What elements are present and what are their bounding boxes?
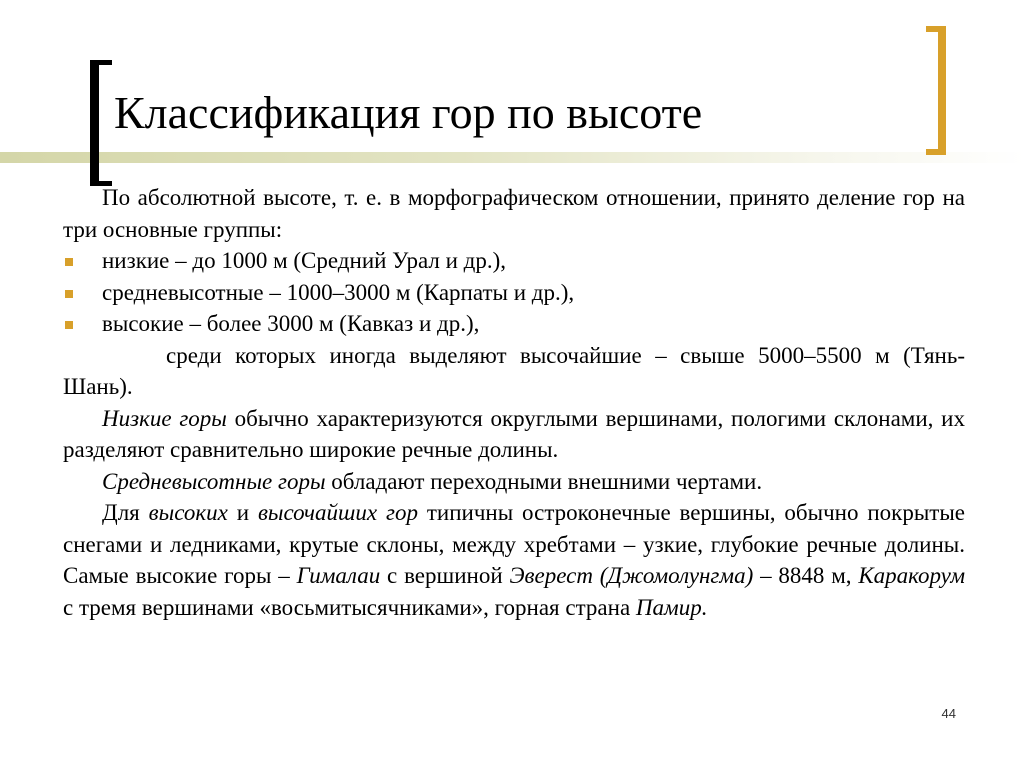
term-mid-mountains: Средневысотные горы [102,468,326,494]
title-underline-band [0,152,1024,163]
square-bullet-icon [65,258,73,266]
text-fragment: – 8848 м, [753,563,859,588]
term-high: высоких [148,500,228,525]
text-fragment: с вершиной [380,563,510,588]
square-bullet-icon [65,321,73,329]
low-mountains-paragraph [63,403,965,466]
term-pamir: Памир. [635,594,708,620]
left-bracket-decoration [90,60,112,186]
text-fragment: с тремя вершинами «восьмитысячниками», горная страна [63,594,636,620]
term-karakoram: Каракорум [858,563,965,588]
list-item-low [63,245,965,277]
mid-mountains-text: обладают переходными внешними чертами. [325,468,763,494]
list-item-text: средневысотные – 1000–3000 м (Карпаты и др.), [102,279,575,305]
term-highest-mountains: высочайших гор [257,500,418,525]
slide-body [63,182,965,623]
list-item-mid [63,277,965,309]
list-item-text: высокие – более 3000 м (Кавказ и др.), [102,311,480,336]
text-fragment: Для [102,500,149,525]
mid-mountains-paragraph [63,466,965,498]
page-number: 44 [941,706,956,721]
highest-note-paragraph: среди которых иногда выделяют высочайшие – свыше 5000–5500 м (Тянь-Шань). [63,342,965,399]
term-everest: Эверест (Джомолунгма) [509,563,754,588]
term-himalayas: Гималаи [296,563,381,588]
list-item-text: низкие – до 1000 м (Средний Урал и др.), [102,248,507,273]
list-item-high [63,308,965,340]
low-mountains-text: обычно характеризуются округлыми вершинами, пологими склонами, их разделяют сравнительно широкие речные долины. [63,405,965,462]
text-fragment: и [227,500,258,525]
intro-paragraph: По абсолютной высоте, т. е. в морфографическом отношении, принято деление гор на три основные группы: [63,185,965,242]
slide-title: Классификация гор по высоте [114,87,703,138]
text-fragment: типичны остроконечные вершины, обычно покрытые снегами и ледниками, крутые склоны, между хребтами – узкие, глубокие речные долины. Самые высокие горы – [63,500,965,588]
square-bullet-icon [65,290,73,298]
term-low-mountains: Низкие горы [102,405,227,431]
right-bracket-decoration [926,26,946,155]
high-mountains-paragraph [63,497,965,623]
